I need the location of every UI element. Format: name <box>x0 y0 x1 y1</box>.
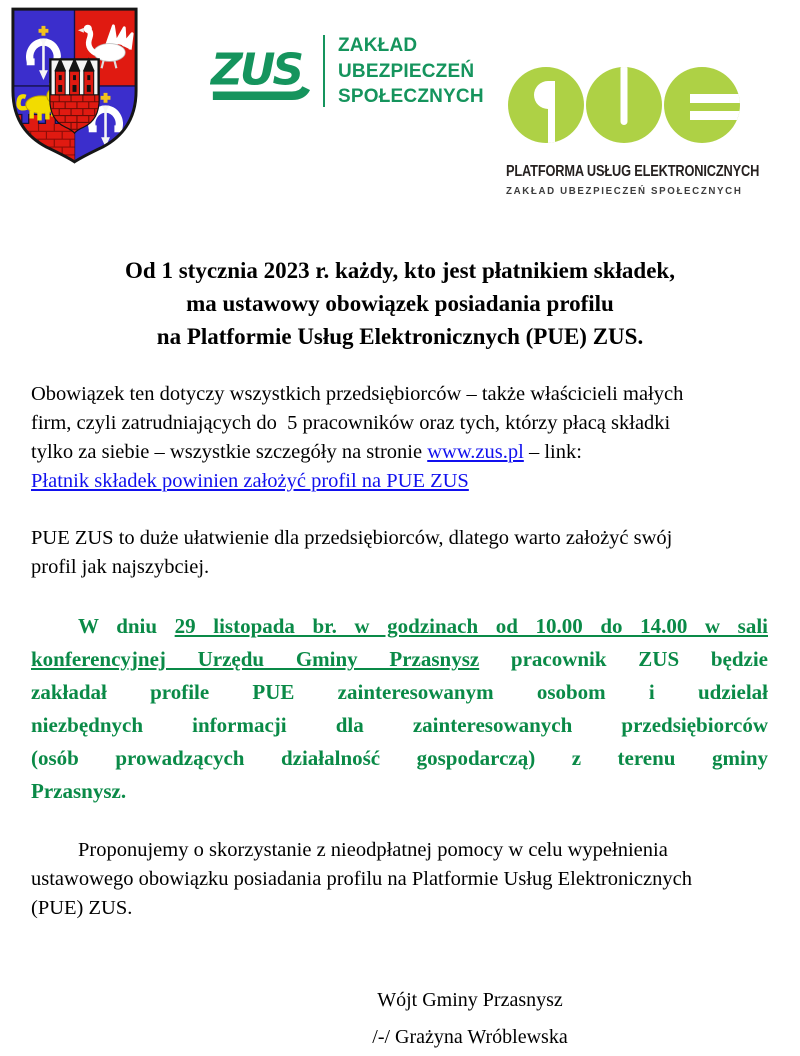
paragraph-line: ustawowego obowiązku posiadania profilu na Platformie Usług Elektronicznych <box>31 868 692 890</box>
page-title <box>0 254 800 353</box>
paragraph-line: (osób prowadzących działalność gospodarczą) z terenu gminy <box>31 746 768 770</box>
paragraph-event-announcement <box>31 610 768 808</box>
page-title-line: ma ustawowy obowiązek posiadania profilu <box>186 291 614 316</box>
gmina-przasnysz-coat-of-arms <box>8 4 141 164</box>
paragraph-line: niezbędnych informacji dla zainteresowanych przedsiębiorców <box>31 713 768 737</box>
zus-wordmark-line: SPOŁECZNYCH <box>338 86 484 107</box>
paragraph-line: Proponujemy o skorzystanie z nieodpłatnej pomocy w celu wypełnienia <box>78 839 668 861</box>
signature-block <box>134 982 800 1056</box>
paragraph-line: (PUE) ZUS. <box>31 897 133 919</box>
paragraph-text: W dniu <box>78 614 175 638</box>
paragraph-obligation <box>31 380 768 496</box>
paragraph-line: firm, czyli zatrudniających do 5 pracowników oraz tych, którzy płacą składki <box>31 412 671 434</box>
paragraph-line: zakładał profile PUE zainteresowanym osobom i udzielał <box>31 680 768 704</box>
zus-glyph-text: ZUS <box>210 44 302 96</box>
signature-title: Wójt Gminy Przasnysz <box>377 989 563 1011</box>
paragraph-line <box>31 610 768 643</box>
pue-logo-title: PLATFORMA USŁUG ELEKTRONICZNYCH <box>506 163 760 180</box>
signature-name: /-/ Grażyna Wróblewska <box>372 1026 568 1048</box>
zus-logo <box>210 33 484 110</box>
paragraph-text: tylko za siebie – wszystkie szczegóły na stronie <box>31 441 428 463</box>
page-title-line: na Platformie Usług Elektronicznych (PUE) ZUS. <box>156 324 644 349</box>
paragraph-line <box>31 467 768 496</box>
pue-circle-e <box>664 67 740 143</box>
paragraph-proposal <box>31 836 768 923</box>
zus-wordmark-line: ZAKŁAD <box>338 35 418 56</box>
paragraph-line: Przasnysz. <box>31 779 127 803</box>
link-pue-profile-article[interactable]: Płatnik składek powinien założyć profil na PUE ZUS <box>31 470 469 492</box>
paragraph-line: profil jak najszybciej. <box>31 556 210 578</box>
page-title-line: Od 1 stycznia 2023 r. każdy, kto jest płatnikiem składek, <box>125 258 675 283</box>
paragraph-text: pracownik ZUS będzie <box>479 647 768 671</box>
zus-logo-wordmark <box>338 33 484 110</box>
zus-logo-glyph <box>210 34 310 108</box>
coat-of-arms-graphic <box>8 4 141 164</box>
pue-logo-circles <box>506 61 743 149</box>
pue-logo <box>506 61 760 199</box>
paragraph-line: PUE ZUS to duże ułatwienie dla przedsiębiorców, dlatego warto założyć swój <box>31 527 673 549</box>
event-date-underlined: 29 listopada br. w godzinach od 10.00 do 14.00 w sali <box>174 614 768 638</box>
paragraph-benefit <box>31 524 768 582</box>
link-zus-website[interactable]: www.zus.pl <box>427 441 524 463</box>
pue-logo-subtitle: ZAKŁAD UBEZPIECZEŃ SPOŁECZNYCH <box>506 186 743 197</box>
paragraph-line: Obowiązek ten dotyczy wszystkich przedsiębiorców – także właścicieli małych <box>31 383 684 405</box>
zus-logo-divider <box>323 35 325 107</box>
zus-wordmark-line: UBEZPIECZEŃ <box>338 60 475 82</box>
paragraph-line <box>31 438 768 467</box>
paragraph-line <box>31 643 768 676</box>
event-place-underlined: konferencyjnej Urzędu Gminy Przasnysz <box>31 647 480 671</box>
paragraph-text: – link: <box>523 441 582 463</box>
